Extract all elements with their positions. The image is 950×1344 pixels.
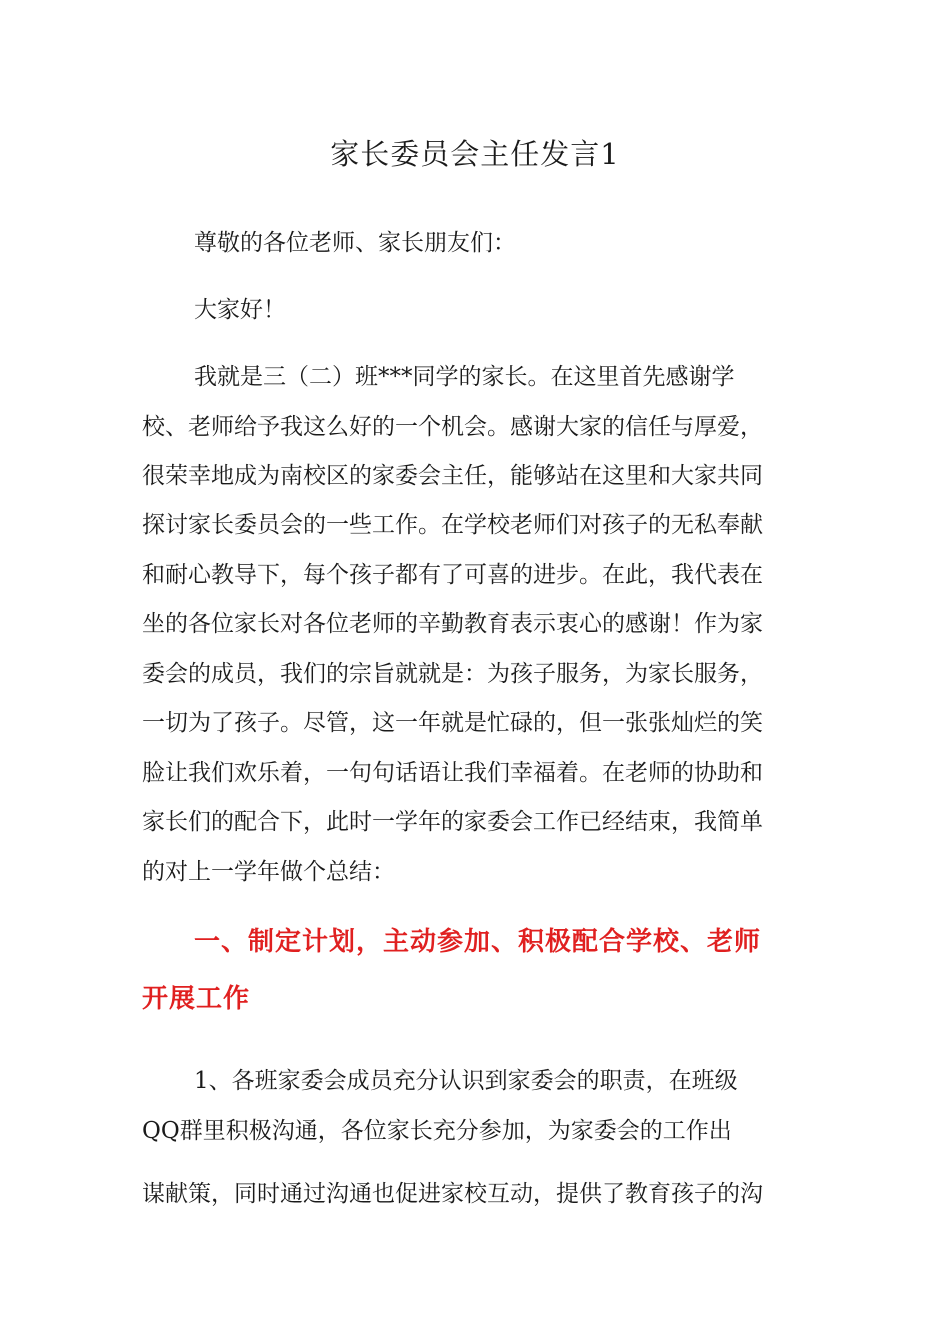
section-heading: 开展工作 — [142, 984, 251, 1014]
item-line: 谋献策，同时通过沟通也促进家校互动，提供了教育孩子的沟 — [142, 1181, 763, 1207]
paragraph-line: 的对上一学年做个总结： — [142, 859, 395, 885]
document-title: 家长委员会主任发言1 — [330, 137, 620, 171]
item-line: 1、各班家委会成员充分认识到家委会的职责，在班级 — [194, 1068, 738, 1094]
paragraph-line: 探讨家长委员会的一些工作。在学校老师们对孩子的无私奉献 — [142, 512, 763, 538]
item-line: QQ群里积极沟通，各位家长充分参加，为家委会的工作出 — [142, 1118, 732, 1144]
salutation: 尊敬的各位老师、家长朋友们： — [194, 230, 516, 256]
section-heading: 一、制定计划，主动参加、积极配合学校、老师 — [194, 927, 762, 957]
paragraph-line: 委会的成员，我们的宗旨就就是：为孩子服务，为家长服务， — [142, 661, 763, 687]
paragraph-line: 坐的各位家长对各位老师的辛勤教育表示衷心的感谢！作为家 — [142, 611, 763, 637]
paragraph-line: 很荣幸地成为南校区的家委会主任，能够站在这里和大家共同 — [142, 463, 763, 489]
paragraph-line: 家长们的配合下，此时一学年的家委会工作已经结束，我简单 — [142, 809, 763, 835]
paragraph-line: 脸让我们欢乐着，一句句话语让我们幸福着。在老师的协助和 — [142, 760, 763, 786]
paragraph-line: 校、老师给予我这么好的一个机会。感谢大家的信任与厚爱， — [142, 414, 763, 440]
paragraph-line: 我就是三（二）班***同学的家长。在这里首先感谢学 — [194, 364, 735, 390]
greeting: 大家好！ — [194, 297, 286, 323]
paragraph-line: 和耐心教导下，每个孩子都有了可喜的进步。在此，我代表在 — [142, 562, 763, 588]
paragraph-line: 一切为了孩子。尽管，这一年就是忙碌的，但一张张灿烂的笑 — [142, 710, 763, 736]
